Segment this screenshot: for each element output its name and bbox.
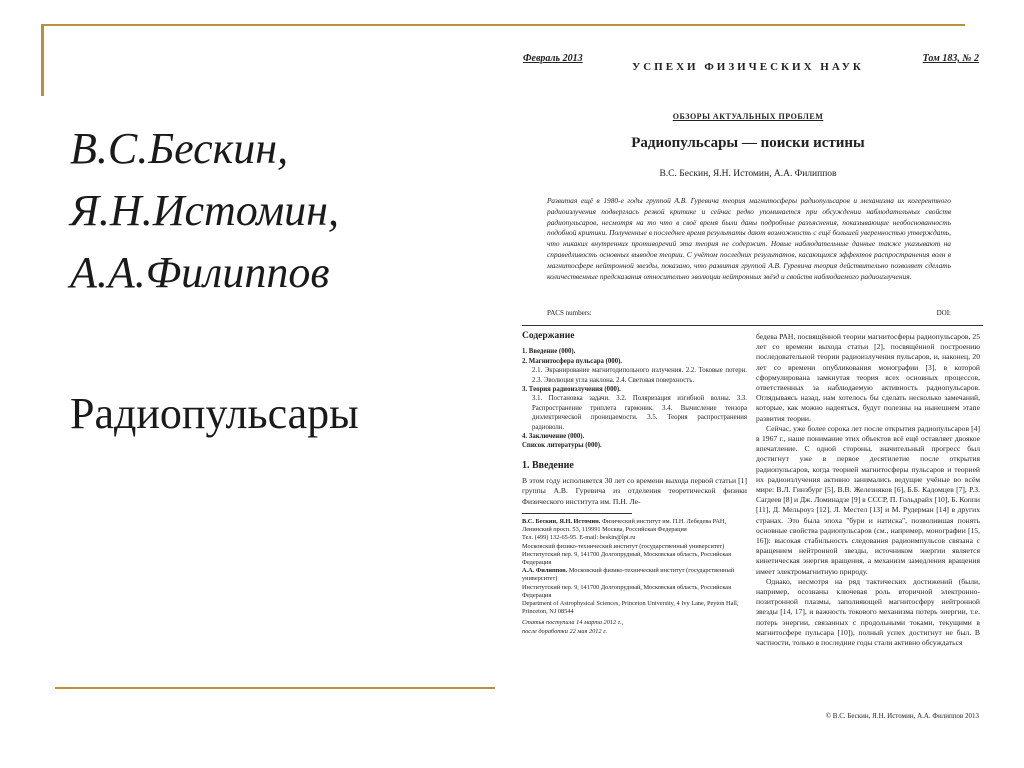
toc-item — [522, 385, 747, 432]
toc-sub: 2.1. Экранирование магнитодипольного излучения. 2.2. Токовые потери. 2.3. Эволюция угла наклона. 2.4. Световая поверхность. — [532, 367, 747, 384]
toc-main: 1. Введение (000). — [522, 348, 576, 356]
toc-sub: 3.1. Постановка задачи. 3.2. Поляризация изгибной волны. 3.3. Распространение триплета гармоник. 3.4. Вычисление тензора диэлектрической проницаемости. 3.5. Теория распространения радиоволн. — [532, 395, 747, 431]
article-authors: В.С. Бескин, Я.Н. Истомин, А.А. Филиппов — [659, 169, 837, 179]
toc-item — [522, 357, 747, 385]
affiliation-text: Физический институт им. П.Н. Лебедева РАН, — [601, 517, 727, 525]
body-paragraph: бедева РАН, посвящённой теории магнитосферы радиопульсаров, 25 лет со времени выхода статьи [2], посвящённой построению последовательной теории радиоизлучения пульсаров, и, наконец, 20 лет со времени опубликования монографии [3], в которой сформулирована замкнутая теория всех основных процессов, ответственных за наблюдаемую активность радиопульсаров. Оглядываясь назад, нам хотелось бы сделать несколько замечаний, которые, как можно надеяться, будут полезны на нынешнем этапе развития теории. — [756, 332, 980, 423]
slide-author: Я.Н.Истомин, — [70, 186, 340, 235]
toc-item — [522, 432, 747, 441]
affiliation-line — [522, 567, 747, 583]
revised-date: после доработки 22 мая 2012 г. — [522, 627, 608, 635]
affiliation-authors: В.С. Бескин, Я.Н. Истомин. — [522, 517, 601, 525]
affiliation-line: Московский физико-технический институт (государственный университет) — [522, 542, 725, 550]
slide-author: А.А.Филиппов — [70, 248, 330, 297]
affiliation-divider — [522, 513, 632, 514]
pacs-label: PACS numbers: — [547, 309, 592, 317]
affiliation-line: Тел. (499) 132-65-95. E-mail: beskin@lpi.ru — [522, 534, 636, 542]
intro-heading: 1. Введение — [522, 459, 574, 471]
doi-label: DOI: — [936, 309, 951, 317]
header-divider — [522, 325, 983, 326]
toc-item — [522, 441, 747, 450]
toc-item — [522, 347, 747, 356]
toc-main: 4. Заключение (000). — [522, 433, 585, 441]
affiliation-line: Ленинский просп. 53, 119991 Москва, Российская Федерация — [522, 526, 687, 534]
left-column — [522, 332, 747, 636]
accent-top-line — [41, 24, 965, 26]
affiliation-line: Department of Astrophysical Sciences, Princeton University, 4 Ivy Lane, Peyton Hall, Princeton, NJ 08544 — [522, 599, 739, 616]
paper-date: Февраль 2013 — [523, 53, 583, 64]
copyright-notice: © В.С. Бескин, Я.Н. Истомин, А.А. Филиппов 2013 — [825, 712, 979, 720]
slide-author: В.С.Бескин, — [70, 124, 289, 173]
affiliation-line — [522, 518, 747, 526]
toc-main: 2. Магнитосфера пульсара (000). — [522, 357, 623, 365]
affiliation-line: Институтский пер. 9, 141700 Долгопрудный, Московская область, Российская Федерация — [522, 583, 731, 599]
affiliation-text: Московский физико-технический институт (государственный университет) — [522, 567, 735, 583]
body-paragraph: Сейчас, уже более сорока лет после открытия радиопульсаров [4] в 1967 г., наше понимание этих объектов всё ещё оставляет двоякое впечатление. С одной стороны, значительный прогресс был достигнут уже в первое десятилетие после открытия радиопульсаров, когда теорией магнитосферы пульсаров и теорией их радиоизлучения активно занимались ведущие учёные во всём мире: В.Л. Гинзбург [5], В.В. Железняков [6], Б.Б. Кадомцев [7], Р.З. Сагдеев [8] и Дж. Ломинадзе [9] в СССР, П. Гольдрайх [10], Б. Коппи [11], Д. Мельроуз [12], Л. Местел [13] и М. Рудерман [14] в других странах. Это была эпоха "бури и натиска", позволившая понять основные свойства радиопульсаров (см., например, монографии [15, 16]): высокая стабильность следования радиоимпульсов связана с вращением нейтронной звезды, источником энергии является кинетическая энергия вращения, а механизм замедления вращения имеет электромагнитную природу. — [756, 423, 980, 576]
article-title: Радиопульсары — поиски истины — [631, 135, 865, 151]
toc-heading: Содержание — [522, 331, 575, 341]
body-paragraph: Однако, несмотря на ряд тактических достижений (были, например, осознаны ключевая роль вторичной электронно-позитронной плазмы, заполняющей магнитосферу нейтронной звезды [14, 17], и важность токового механизма потерь энергии, т.е. потерь энергии, связанных с продольными токами, текущими в магнитосфере пульсара [10]), полный успех достигнут не был. В частности, только в последние годы стали активно обсуждаться — [756, 576, 980, 648]
article-abstract: Развитая ещё в 1980-е годы группой А.В. Гуревича теория магнитосферы радиопульсаров и механизма их когерентного радиоизлучения подверглась резкой критике и сейчас редко упоминается при обсуждении наблюдательных свойств радиопульсаров, несмотря на то что в своё время были даны подробные разъяснения, показывающие необоснованность подобной критики. Полученные в последнее время результаты дают возможность с ещё большей уверенностью утверждать, что никаких внутренних противоречий эта теория не содержит. Новые наблюдательные данные также указывают на справедливость основных выводов теории. С учётом последних результатов, касающихся эффектов распространения волн в магнитосфере нейтронной звезды, показано, что развитая группой А.В. Гуревича теория действительно позволяет сделать количественные предсказания относительно эволюции нейтронных звёзд и свойств наблюдаемого радиоизлучения. — [547, 196, 951, 281]
affiliation-line: Институтский пер. 9, 141700 Долгопрудный, Московская область, Российская Федерация — [522, 550, 731, 566]
accent-bottom-line — [55, 687, 495, 689]
affiliations — [522, 518, 747, 616]
paper-section: ОБЗОРЫ АКТУАЛЬНЫХ ПРОБЛЕМ — [672, 112, 824, 121]
paper-page-image — [509, 45, 987, 725]
intro-text: В этом году исполняется 30 лет со времени выхода первой статьи [1] группы А.В. Гуревича из отделения теоретической физики Физического института им. П.Н. Ле- — [522, 476, 747, 506]
journal-name: УСПЕХИ ФИЗИЧЕСКИХ НАУК — [632, 61, 864, 73]
toc-main: 3. Теория радиоизлучения (000). — [522, 386, 621, 394]
received-date: Статья поступила 14 марта 2012 г., — [522, 619, 624, 627]
slide-authors — [70, 118, 339, 304]
right-column — [756, 332, 980, 648]
accent-vertical-line — [41, 24, 44, 96]
affiliation-authors: А.А. Филиппов. — [522, 567, 568, 575]
slide-topic: Радиопульсары — [70, 389, 359, 438]
toc-main: Список литературы (000). — [522, 442, 602, 450]
paper-volume: Том 183, № 2 — [922, 53, 979, 64]
